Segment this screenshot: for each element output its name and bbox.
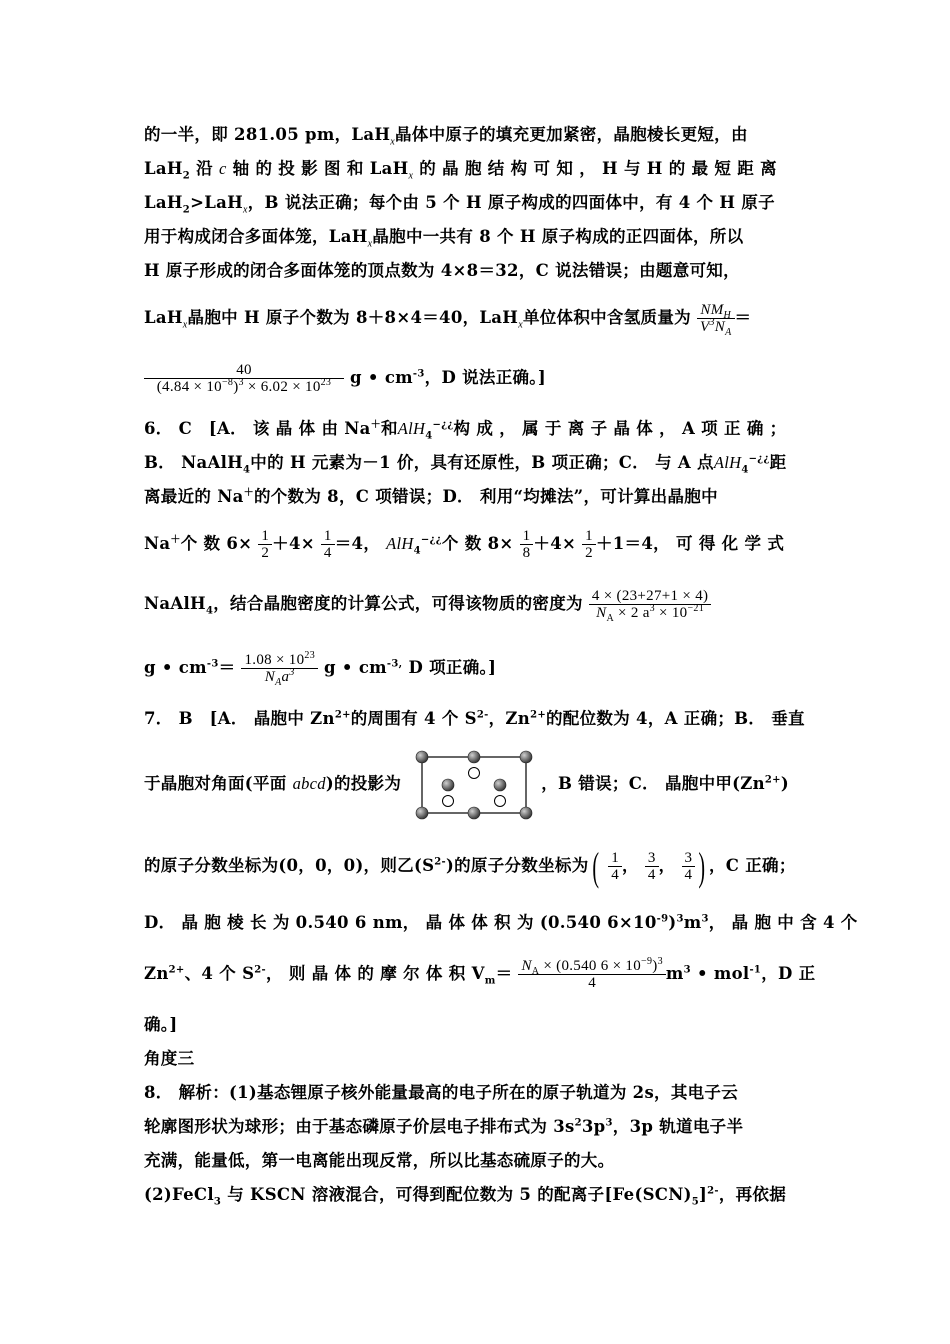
projection-diagram (415, 747, 533, 823)
fraction: $NM_H$ $V^3N_A$ (697, 302, 735, 336)
fraction: $\frac{3}{4}$ (682, 850, 696, 884)
fraction: $\frac{1}{8}$ (520, 528, 534, 562)
text-line: LaH$_x$晶胞中 H 原子个数为 8＋8×4＝40，LaH$_x$单位体积中含氢质量为 $NM_H$ $V^3N_A$ ＝ (144, 301, 752, 338)
text-line: 6． C [A． 该 晶 体 由 Na＋和AlH$_4$−¿¿构 成 ， 属 于 离 子 晶 体 ， A 项 正 确 ； (144, 419, 787, 442)
text-line: g • $cm^{-3}=$ $1.08 \times 10^{23}$ $N_Aa^3$ g • $cm^{-3,}$ D 项正确。] (144, 649, 497, 688)
text-line: LaH$_2$ 沿 c 轴 的 投 影 图 和 LaH$_x$ 的 晶 胞 结 构 可 知 ， H 与 H 的 最 短 距 离 (144, 159, 777, 182)
fraction: $\frac{N_A \times (0.540 6 \times 10^{-9})^3}{4}$ (518, 958, 665, 992)
text-line: 轮廓图形状为球形；由于基态磷原子价层电子排布式为 $3s^23p^3$，3p 轨道电子半 (144, 1117, 744, 1136)
text-line: 的一半，即 281.05 pm，LaH$_x$晶体中原子的填充更加紧密，晶胞棱长更短，由 (144, 125, 748, 148)
fraction: $\frac{40}{(4.84 \times 10^{-8})^3 \times 6.02 \times 10^{23}}$ (144, 362, 344, 396)
document-page (144, 118, 858, 1212)
fraction: $\frac{1}{4}$ (321, 528, 335, 562)
fraction: $\frac{1}{2}$ (582, 528, 596, 562)
text-line: 用于构成闭合多面体笼，LaH$_x$晶胞中一共有 8 个 H 原子构成的正四面体，所以 (144, 227, 744, 250)
text-line: $\frac{40}{(4.84 \times 10^{-8})^3 \times 6.02 \times 10^{23}}$ g • $cm^{-3}$，D 说法正确。] (144, 348, 812, 408)
text-line: LaH$_2$>LaH$_x$，B 说法正确；每个由 5 个 H 原子构成的四面体中，有 4 个 H 原子 (144, 193, 775, 216)
fraction: $1.08 \times 10^{23}$ $N_Aa^3$ (241, 652, 318, 686)
text-line: (2)FeCl$_3$ 与 KSCN 溶液混合，可得到配位数为 5 的配离子$[Fe(SCN)_5]^{2-}$，再依据 (144, 1185, 787, 1208)
text-line: NaAlH$_4$，结合晶胞密度的计算公式，可得该物质的密度为 $\frac{4 \times (23+27+1 \times 4)}{N_A \times 2 a^3 \times 10^{-21}}$ (144, 574, 812, 634)
text-line: $Zn^{2+}$、4 个 $S^{2-}$， 则 晶 体 的 摩 尔 体 积 $V_m=$ $\frac{N_A \times (0.540 6 \times 10^{-9})^3}{4}$ $m^3$ • mol$^{-1}$，D 正 (144, 955, 816, 991)
fraction: $\frac{3}{4}$ (645, 850, 659, 884)
fraction: $\frac{1}{2}$ (258, 528, 272, 562)
text-line: 8． 解析：(1)基态锂原子核外能量最高的电子所在的原子轨道为 2s，其电子云 (144, 1083, 739, 1102)
text-line: 离最近的 Na＋的个数为 8，C 项错误；D． 利用“均摊法”，可计算出晶胞中 (144, 487, 718, 506)
text-line: Na＋个 数 6× $\frac{1}{2}$ ＋4× $\frac{1}{4}$ ＝4， AlH$_4$−¿¿个 数 8× $\frac{1}{8}$ ＋4× $\frac{1}{2}$ ＋1＝4， 可 得 化 学 式 (144, 527, 785, 561)
text-line: H 原子形成的闭合多面体笼的顶点数为 4×8＝32，C 说法错误；由题意可知， (144, 261, 740, 280)
text-line: B． NaAlH$_4$中的 H 元素为－1 价，具有还原性，B 项正确；C． 与 A 点AlH$_4$−¿¿距 (144, 453, 787, 476)
section-heading: 角度三 (144, 1049, 195, 1068)
text-line: 确。] (144, 1015, 178, 1034)
text-line: D． 晶 胞 棱 长 为 0.540 6 nm， 晶 体 体 积 为 (0.540 $6\times 10^{-9})^3m^3$， 晶 胞 中 含 4 个 (144, 913, 858, 932)
text-line: 的原子分数坐标为(0，0，0)，则乙$(S^{2-})$的原子分数坐标为( $\frac{1}{4}$ ， $\frac{3}{4}$ ， $\frac{3}{4}$ ) ，C 正确； (144, 843, 796, 889)
text-line: 于晶胞对角面(平面 abcd)的投影为 ，B 错误；C． 晶胞中甲$(Zn^{2+})$ (144, 736, 812, 832)
text-line: 7． B [A． 晶胞中 $Zn^{2+}$的周围有 4 个 $S^{2-}$，$Zn^{2+}$的配位数为 4，A 正确；B． 垂直 (144, 709, 805, 728)
text-line: 充满，能量低，第一电离能出现反常，所以比基态硫原子的大。 (144, 1151, 615, 1170)
fraction: $\frac{4 \times (23+27+1 \times 4)}{N_A \times 2 a^3 \times 10^{-21}}$ (589, 588, 711, 622)
fraction: $\frac{1}{4}$ (608, 850, 622, 884)
zinc-atoms (416, 751, 532, 819)
